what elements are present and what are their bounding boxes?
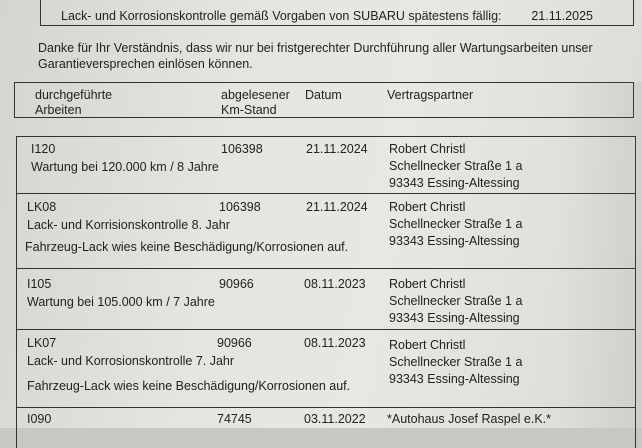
- row-date: 21.11.2024: [306, 200, 368, 214]
- row-date: 03.11.2022: [304, 412, 366, 426]
- row-description: Wartung bei 105.000 km / 7 Jahre: [27, 295, 215, 309]
- row-partner-city: 93343 Essing-Altessing: [389, 234, 520, 248]
- notice-text: Lack- und Korrosionskontrolle gemäß Vorgaben von SUBARU spätestens fällig:: [61, 9, 502, 23]
- row-partner-name: *Autohaus Josef Raspel e.K.*: [387, 412, 551, 426]
- table-row: [17, 194, 635, 269]
- intro-line-1: Danke für Ihr Verständnis, dass wir nur bei fristgerechter Durchführung aller Wartungsarbeiten unser: [38, 41, 593, 55]
- row-description: Lack- und Korrosionskontrolle 7. Jahr: [27, 354, 235, 368]
- row-description: Lack- und Korrisionskontrolle 8. Jahr: [27, 218, 230, 232]
- header-km-line-1: abgelesener: [221, 88, 290, 102]
- row-partner-name: Robert Christl: [389, 338, 466, 352]
- row-code: LK08: [27, 200, 57, 214]
- inspection-due-notice: [40, 0, 634, 26]
- row-km: 74745: [217, 412, 252, 426]
- table-header: [14, 82, 634, 118]
- header-partner: Vertragspartner: [387, 88, 474, 102]
- maintenance-table: [16, 136, 636, 448]
- header-km-line-2: Km-Stand: [221, 103, 277, 117]
- row-partner-street: Schellnecker Straße 1 a: [389, 355, 523, 369]
- row-code: I120: [31, 142, 56, 156]
- row-note: Fahrzeug-Lack wies keine Beschädigung/Korrosionen auf.: [27, 379, 351, 393]
- row-partner-street: Schellnecker Straße 1 a: [389, 159, 523, 173]
- row-code: I105: [27, 277, 52, 291]
- table-row: [17, 137, 635, 194]
- intro-line-2: Garantieversprechen einlösen können.: [38, 57, 253, 71]
- notice-due-date: 21.11.2025: [531, 9, 593, 23]
- row-date: 21.11.2024: [306, 142, 368, 156]
- header-date: Datum: [305, 88, 342, 102]
- row-note: Fahrzeug-Lack wies keine Beschädigung/Korrosionen auf.: [25, 240, 349, 254]
- row-partner-name: Robert Christl: [389, 277, 466, 291]
- table-row: [17, 269, 635, 330]
- intro-paragraph: [38, 40, 598, 72]
- header-work-line-2: Arbeiten: [35, 103, 82, 117]
- row-partner-city: 93343 Essing-Altessing: [389, 176, 520, 190]
- row-code: I090: [27, 412, 52, 426]
- row-date: 08.11.2023: [304, 336, 366, 350]
- row-code: LK07: [27, 336, 57, 350]
- row-partner-street: Schellnecker Straße 1 a: [389, 294, 523, 308]
- row-partner-city: 93343 Essing-Altessing: [389, 372, 520, 386]
- table-row: [17, 330, 635, 408]
- row-partner-city: 93343 Essing-Altessing: [389, 311, 520, 325]
- row-km: 106398: [219, 200, 261, 214]
- row-partner-street: Schellnecker Straße 1 a: [389, 217, 523, 231]
- table-row: [17, 408, 635, 448]
- row-km: 90966: [217, 336, 252, 350]
- row-partner-name: Robert Christl: [389, 142, 466, 156]
- row-date: 08.11.2023: [304, 277, 366, 291]
- header-work-line-1: durchgeführte: [35, 88, 113, 102]
- row-partner-name: Robert Christl: [389, 200, 466, 214]
- row-km: 106398: [221, 142, 263, 156]
- row-km: 90966: [219, 277, 254, 291]
- row-description: Wartung bei 120.000 km / 8 Jahre: [31, 160, 219, 174]
